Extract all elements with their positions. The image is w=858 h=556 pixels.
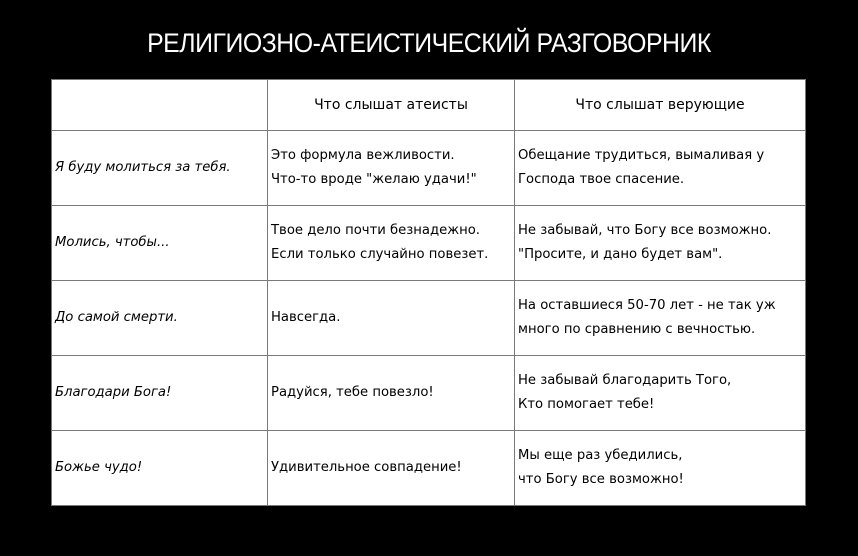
- cell-line: На оставшиеся 50-70 лет - не так уж: [518, 298, 776, 313]
- cell-line: "Просите, и дано будет вам".: [518, 247, 723, 262]
- phrase-cell: Молись, чтобы...: [52, 206, 268, 281]
- believers-cell: [515, 431, 806, 506]
- cell-line: Не забывай благодарить Того,: [518, 373, 732, 388]
- atheists-cell: [268, 206, 515, 281]
- phrase-cell: Благодари Бога!: [52, 356, 268, 431]
- phrase-cell: Божье чудо!: [52, 431, 268, 506]
- cell-line: что Богу все возможно!: [518, 472, 684, 487]
- cell-line: Не забывай, что Богу все возможно.: [518, 223, 772, 238]
- phrase-cell: До самой смерти.: [52, 281, 268, 356]
- header-phrase: [52, 80, 268, 131]
- table-row: [52, 131, 806, 206]
- header-believers: Что слышат верующие: [515, 80, 806, 131]
- atheists-cell: [268, 131, 515, 206]
- believers-cell: [515, 281, 806, 356]
- table-row: [52, 281, 806, 356]
- atheists-cell: [268, 281, 515, 356]
- believers-cell: [515, 131, 806, 206]
- phrasebook-table: [51, 79, 806, 506]
- table-row: [52, 356, 806, 431]
- cell-line: Удивительное совпадение!: [271, 460, 462, 475]
- table-header-row: [52, 80, 806, 131]
- cell-line: Кто помогает тебе!: [518, 397, 655, 412]
- believers-cell: [515, 356, 806, 431]
- cell-line: Если только случайно повезет.: [271, 247, 489, 262]
- cell-line: Обещание трудиться, вымаливая у: [518, 148, 765, 163]
- cell-line: Радуйся, тебе повезло!: [271, 385, 434, 400]
- header-atheists: Что слышат атеисты: [268, 80, 515, 131]
- cell-line: Это формула вежливости.: [271, 148, 455, 163]
- cell-line: Что-то вроде "желаю удачи!": [271, 172, 477, 187]
- atheists-cell: [268, 356, 515, 431]
- atheists-cell: [268, 431, 515, 506]
- page-title: РЕЛИГИОЗНО-АТЕИСТИЧЕСКИЙ РАЗГОВОРНИК: [147, 28, 711, 58]
- believers-cell: [515, 206, 806, 281]
- cell-line: Навсегда.: [271, 310, 341, 325]
- table-row: [52, 431, 806, 506]
- phrase-cell: Я буду молиться за тебя.: [52, 131, 268, 206]
- table-row: [52, 206, 806, 281]
- cell-line: Твое дело почти безнадежно.: [271, 223, 481, 238]
- cell-line: Мы еще раз убедились,: [518, 448, 683, 463]
- cell-line: Господа твое спасение.: [518, 172, 685, 187]
- cell-line: много по сравнению с вечностью.: [518, 322, 756, 337]
